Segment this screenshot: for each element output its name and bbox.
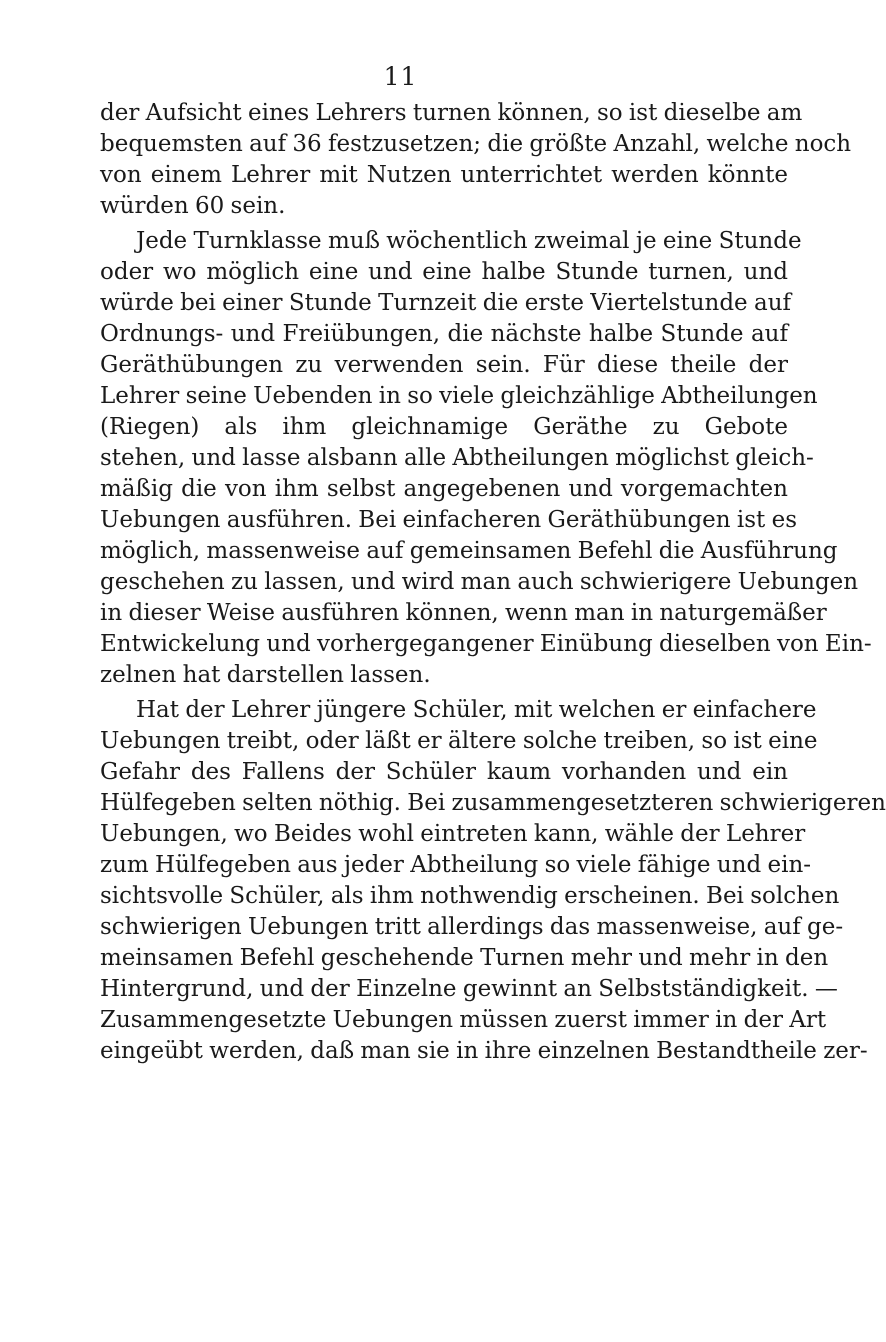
page-number: 11: [383, 62, 418, 91]
text-line: Lehrer seine Uebenden in so viele gleichzählige Abtheilungen: [100, 383, 818, 409]
text-line: möglich, massenweise auf gemeinsamen Befehl die Ausführung: [100, 538, 838, 564]
text-line: Uebungen ausführen. Bei einfacheren Geräthübungen ist es: [100, 507, 798, 533]
text-line: Hülfegeben selten nöthig. Bei zusammengesetzteren schwierigeren: [100, 790, 886, 816]
text-line: in dieser Weise ausführen können, wenn man in naturgemäßer: [100, 600, 827, 626]
text-line: bequemsten auf 36 festzusetzen; die größte Anzahl, welche noch: [100, 131, 852, 157]
text-line: Entwickelung und vorhergegangener Einübung dieselben von Ein-: [100, 631, 872, 657]
paragraph-start-line: Hat der Lehrer jüngere Schüler, mit welchen er einfachere: [136, 697, 817, 723]
text-line: Ordnungs- und Freiübungen, die nächste halbe Stunde auf: [100, 321, 788, 347]
text-line: mäßig die von ihm selbst angegebenen und vorgemachten: [100, 476, 788, 502]
text-line: Uebungen treibt, oder läßt er ältere solche treiben, so ist eine: [100, 728, 818, 754]
text-line: von einem Lehrer mit Nutzen unterrichtet werden könnte: [100, 162, 788, 188]
text-line: meinsamen Befehl geschehende Turnen mehr und mehr in den: [100, 945, 829, 971]
text-line: eingeübt werden, daß man sie in ihre einzelnen Bestandtheile zer-: [100, 1038, 868, 1064]
text-line: sichtsvolle Schüler, als ihm nothwendig erscheinen. Bei solchen: [100, 883, 840, 909]
text-line: Uebungen, wo Beides wohl eintreten kann, wähle der Lehrer: [100, 821, 806, 847]
text-line: schwierigen Uebungen tritt allerdings das massenweise, auf ge-: [100, 914, 844, 940]
text-line: Geräthübungen zu verwenden sein. Für diese theile der: [100, 352, 788, 378]
text-line: Gefahr des Fallens der Schüler kaum vorhanden und ein: [100, 759, 788, 785]
paragraph-start-line: Jede Turnklasse muß wöchentlich zweimal je eine Stunde: [136, 228, 802, 254]
text-line: zum Hülfegeben aus jeder Abtheilung so viele fähige und ein-: [100, 852, 812, 878]
text-line: würden 60 sein.: [100, 193, 286, 219]
text-line: geschehen zu lassen, und wird man auch schwierigere Uebungen: [100, 569, 859, 595]
text-line: (Riegen) als ihm gleichnamige Geräthe zu Gebote: [100, 414, 788, 440]
text-line: würde bei einer Stunde Turnzeit die erste Viertelstunde auf: [100, 290, 792, 316]
text-line: Hintergrund, und der Einzelne gewinnt an Selbstständigkeit. —: [100, 976, 838, 1002]
text-line: der Aufsicht eines Lehrers turnen können, so ist dieselbe am: [100, 100, 803, 126]
text-line: Zusammengesetzte Uebungen müssen zuerst immer in der Art: [100, 1007, 827, 1033]
text-line: stehen, und lasse alsbann alle Abtheilungen möglichst gleich-: [100, 445, 814, 471]
text-line: oder wo möglich eine und eine halbe Stunde turnen, und: [100, 259, 788, 285]
text-line: zelnen hat darstellen lassen.: [100, 662, 431, 688]
